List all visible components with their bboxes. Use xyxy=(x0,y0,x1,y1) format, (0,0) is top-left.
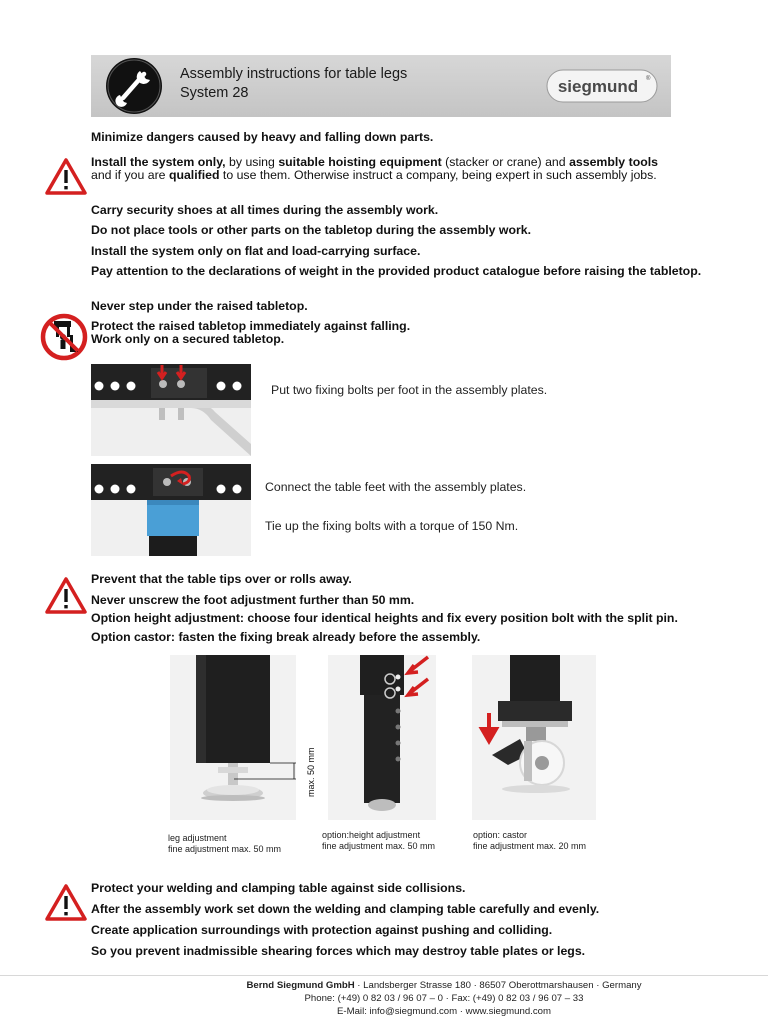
title-line-2: System 28 xyxy=(180,85,249,101)
tip-over-text: Prevent that the table tips over or rolls away. xyxy=(91,572,352,586)
warning-triangle-icon xyxy=(45,577,87,615)
header-title xyxy=(180,65,407,103)
height-option-text: Option height adjustment: choose four identical heights and fix every position bolt with the split pin. xyxy=(91,611,678,625)
height-caption: option:height adjustment fine adjustment max. 50 mm xyxy=(322,830,436,851)
connect-feet-photo xyxy=(91,464,251,556)
castor-caption: option: castor fine adjustment max. 20 mm xyxy=(473,830,587,851)
unscrew-text: Never unscrew the foot adjustment further than 50 mm. xyxy=(91,593,415,607)
svg-text:max. 50 mm: max. 50 mm xyxy=(306,747,316,797)
footer-address: Bernd Siegmund GmbH · Landsberger Strasse 180 · 86507 Oberottmarshausen · Germany xyxy=(246,980,642,991)
weight-text: Pay attention to the declarations of weight in the provided product catalogue before raising the tabletop. xyxy=(91,264,702,278)
fixing-bolts-photo xyxy=(91,364,251,456)
title-line-1: Assembly instructions for table legs xyxy=(180,66,408,82)
castor-photo xyxy=(472,655,596,820)
connect-step-text: Connect the table feet with the assembly plates. xyxy=(265,480,527,494)
shearing-text: So you prevent inadmissible shearing forces which may destroy table plates or legs. xyxy=(91,944,586,958)
document-header xyxy=(91,55,671,117)
logo-text: siegmund xyxy=(557,77,639,96)
logo-mark: ® xyxy=(646,76,651,82)
warning-triangle-icon xyxy=(45,158,87,196)
bolts-step-text: Put two fixing bolts per foot in the assembly plates. xyxy=(271,383,548,397)
shoes-text: Carry security shoes at all times during the assembly work. xyxy=(91,203,439,217)
protect-text: Protect the raised tabletop immediately against falling. xyxy=(91,319,411,333)
footer-email: E-Mail: info@siegmund.com · www.siegmund.com xyxy=(337,1006,551,1017)
leg-caption: leg adjustment fine adjustment max. 50 mm xyxy=(168,833,282,854)
height-adjustment-photo xyxy=(328,655,436,820)
side-collisions-text: Protect your welding and clamping table against side collisions. xyxy=(91,881,466,895)
hoisting-text: Install the system only, by using suitable hoisting equipment (stacker or crane) and assembly tools and if you are qualified to use them. Otherwise instruct a company, being expert in such assembly jobs. xyxy=(91,155,658,182)
castor-option-text: Option castor: fasten the fixing break already before the assembly. xyxy=(91,630,481,644)
max-label xyxy=(303,735,319,799)
surface-text: Install the system only on flat and load-carrying surface. xyxy=(91,244,421,258)
siegmund-logo xyxy=(546,68,658,104)
footer xyxy=(0,979,768,1018)
warning-triangle-icon xyxy=(45,884,87,922)
footer-phone: Phone: (+49) 0 82 03 / 96 07 – 0 · Fax: (+49) 0 82 03 / 96 07 – 33 xyxy=(304,993,584,1004)
dangers-text: Minimize dangers caused by heavy and falling down parts. xyxy=(91,130,434,144)
leg-adjustment-photo xyxy=(170,655,296,820)
tools-text: Do not place tools or other parts on the tabletop during the assembly work. xyxy=(91,223,532,237)
footer-divider xyxy=(0,975,768,976)
surroundings-text: Create application surroundings with protection against pushing and colliding. xyxy=(91,923,553,937)
wrench-icon xyxy=(104,57,164,115)
never-step-text: Never step under the raised tabletop. xyxy=(91,299,308,313)
secured-text: Work only on a secured tabletop. xyxy=(91,332,285,346)
prohibition-icon xyxy=(39,313,89,361)
set-down-text: After the assembly work set down the welding and clamping table carefully and evenly. xyxy=(91,902,600,916)
torque-step-text: Tie up the fixing bolts with a torque of 150 Nm. xyxy=(265,519,519,533)
